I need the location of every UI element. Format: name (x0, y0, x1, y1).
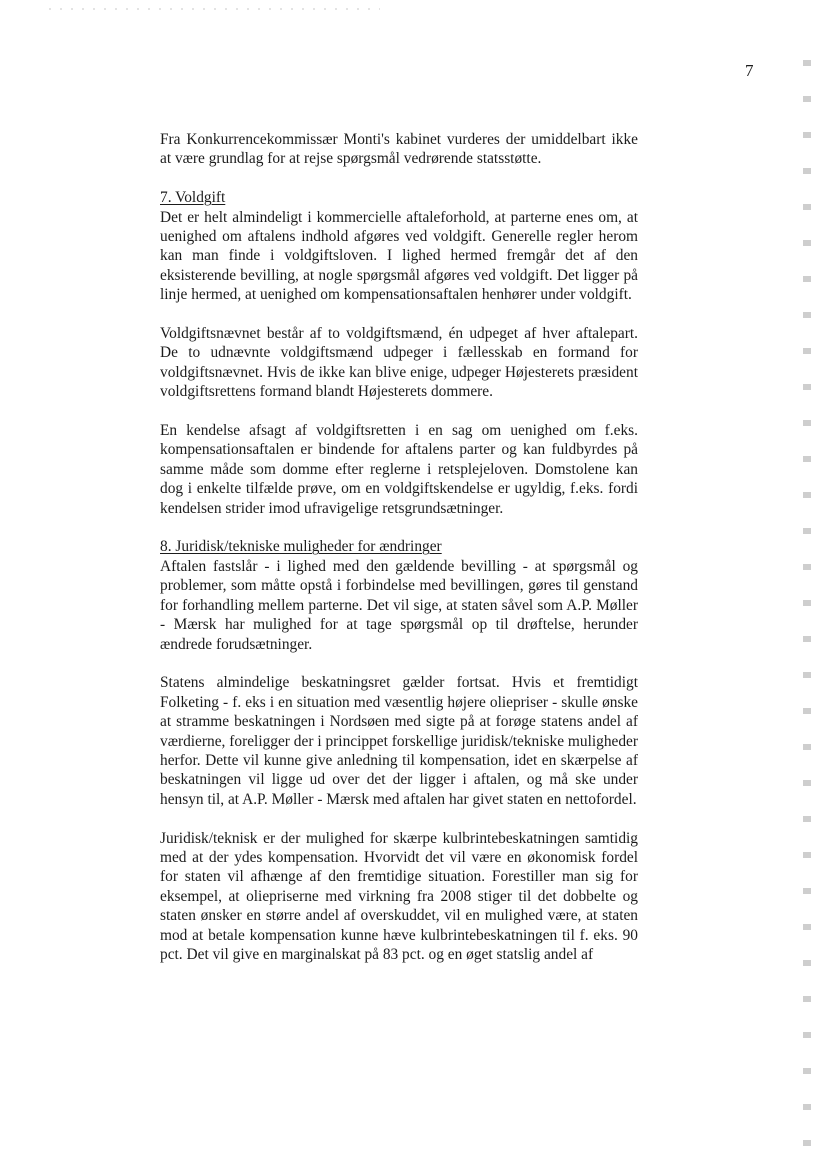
intro-paragraph: Fra Konkurrencekommissær Monti's kabinet vurderes der umiddelbart ikke at være grundlag for at rejse spørgsmål vedrørende statsstøtte. (160, 131, 638, 168)
section-8-body: Aftalen fastslår - i lighed med den gældende bevilling - at spørgsmål og problemer, som måtte opstå i forbindelse med bevillingen, gøres til genstand for forhandling mellem parterne. Det vil sige, at staten såvel som A.P. Møller - Mærsk har mulighed for at tage spørgsmål op til drøftelse, herunder ændrede forudsætninger. (160, 557, 638, 653)
section-7-paragraph: Voldgiftsnævnet består af to voldgiftsmænd, én udpeget af hver aftalepart. De to udnævnte voldgiftsmænd udpeger i fællesskab en formand for voldgiftsnævnet. Hvis de ikke kan blive enige, udpeger Højesterets præsident voldgiftsrettens formand blandt Højesterets dommere. (160, 325, 638, 401)
section-8-heading: 8. Juridisk/tekniske muligheder for ændringer (160, 538, 442, 556)
scan-artifact-right-edge (803, 30, 811, 1150)
section-7-paragraph: En kendelse afsagt af voldgiftsretten i en sag om uenighed om f.eks. kompensationsaftalen er bindende for aftalens parter og kan fuldbyrdes på samme måde som domme efter reglerne i retsplejeloven. Domstolene kan dog i enkelte tilfælde prøve, om en voldgiftskendelse er ugyldig, f.eks. fordi kendelsen strider imod ufravigelige retsgrundsætninger. (160, 422, 638, 517)
section-8-paragraph: Statens almindelige beskatningsret gælder fortsat. Hvis et fremtidigt Folketing - f. eks i en situation med væsentlig højere oliepriser - skulle ønske at stramme beskatningen i Nordsøen med sigte på at forøge statens andel af værdierne, foreligger der i princippet forskellige juridisk/tekniske muligheder herfor. Dette vil kunne give anledning til kompensation, idet en skærpelse af beskatningen vil ligge ud over det der ligger i aftalen, og må ske under hensyn til, at A.P. Møller - Mærsk med aftalen har givet staten en nettofordel. (160, 674, 638, 808)
section-7-heading: 7. Voldgift (160, 189, 226, 207)
scan-artifact-top (40, 8, 380, 10)
section-8-paragraph: Juridisk/teknisk er der mulighed for skærpe kulbrintebeskatningen samtidig med at der ydes kompensation. Hvorvidt det vil være en økonomisk fordel for staten vil afhænge af den fremtidige situation. Forestiller man sig for eksempel, at oliepriserne med virkning fra 2008 stiger til det dobbelte og staten ønsker en større andel af overskuddet, vil en mulighed være, at staten mod at betale kompensation kunne hæve kulbrintebeskatningen til f. eks. 90 pct. Det vil give en marginalskat på 83 pct. og en øget statslig andel af (160, 829, 638, 963)
section-7-body: Det er helt almindeligt i kommercielle aftaleforhold, at parterne enes om, at uenighed om aftalens indhold afgøres ved voldgift. Generelle regler herom kan man finde i voldgiftsloven. I lighed hermed fremgår det af den eksisterende bevilling, at nogle spørgsmål afgøres ved voldgift. Det ligger på linje hermed, at uenighed om kompensationsaftalen henhører under voldgift. (160, 208, 638, 304)
document-body (160, 130, 638, 984)
page-number: 7 (745, 61, 754, 80)
